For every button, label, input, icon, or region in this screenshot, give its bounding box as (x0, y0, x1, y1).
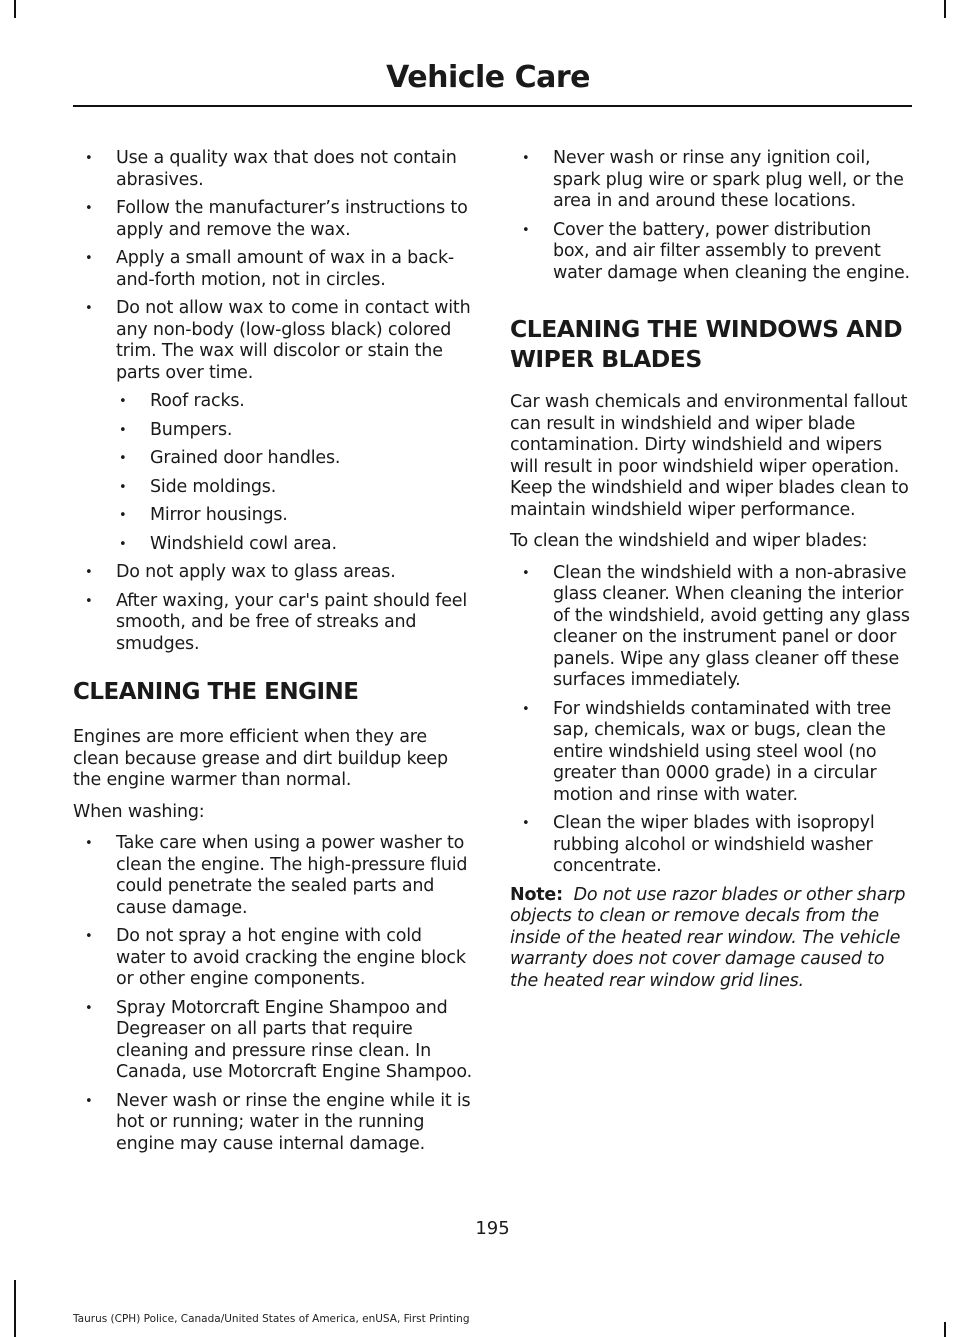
list-item: • Do not apply wax to glass areas. (73, 562, 473, 584)
list-item: • Follow the manufacturer’s instructions to apply and remove the wax. (73, 198, 473, 241)
list-item: • Never wash or rinse the engine while it is hot or running; water in the running engine may cause internal damage. (73, 1091, 473, 1156)
list-item: • Do not spray a hot engine with cold water to avoid cracking the engine block or other engine components. (73, 926, 473, 991)
windows-heading-line-1: CLEANING THE WINDOWS AND (510, 315, 903, 343)
list-item: • Use a quality wax that does not contain abrasives. (73, 148, 473, 191)
crop-mark-top-left (14, 0, 16, 18)
crop-mark-bottom-left (14, 1280, 16, 1337)
list-item: • For windshields contaminated with tree sap, chemicals, wax or bugs, clean the entire windshield using steel wool (no greater than 0000 grade) in a circular motion and rinse with water. (510, 699, 910, 807)
list-item: • Apply a small amount of wax in a back-and-forth motion, not in circles. (73, 248, 473, 291)
list-item: • Clean the wiper blades with isopropyl rubbing alcohol or windshield washer concentrate. (510, 813, 910, 878)
note-text: Do not use razor blades or other sharp objects to clean or remove decals from the inside of the heated rear window. The vehicle warranty does not cover damage caused to the heated rear window grid lines. (510, 884, 906, 991)
sub-list-item: • Windshield cowl area. (116, 534, 473, 556)
when-washing-label: When washing: (73, 801, 205, 822)
list-item: • Cover the battery, power distribution box, and air filter assembly to prevent water damage when cleaning the engine. (510, 220, 910, 285)
list-item: • Take care when using a power washer to clean the engine. The high-pressure fluid could penetrate the sealed parts and cause damage. (73, 833, 473, 919)
windows-bullet-list (510, 563, 910, 878)
windows-heading-line-2: WIPER BLADES (510, 345, 702, 373)
list-item (73, 298, 473, 555)
engine-intro-paragraph: Engines are more efficient when they are clean because grease and dirt buildup keep the engine warmer than normal. (73, 727, 448, 790)
note-label: Note: (510, 884, 563, 905)
to-clean-label: To clean the windshield and wiper blades: (510, 531, 868, 551)
sub-list-item: • Grained door handles. (116, 448, 473, 470)
sub-list-item: • Bumpers. (116, 420, 473, 442)
page-number: 195 (475, 1218, 510, 1239)
list-item: • Clean the windshield with a non-abrasive glass cleaner. When cleaning the interior of the windshield, avoid getting any glass cleaner on the instrument panel or door panels. Wipe any glass cleaner off these surfaces immediately. (510, 563, 910, 692)
sub-list-item: • Side moldings. (116, 477, 473, 499)
windows-section-heading (510, 314, 910, 374)
left-column (73, 148, 473, 1162)
engine-bullet-list (73, 833, 473, 1155)
windows-intro-paragraph: Car wash chemicals and environmental fallout can result in windshield and wiper blade contamination. Dirty windshield and wipers will result in poor windshield wiper operation. Keep the windshield and wiper blades clean to maintain windshield wiper performance. (510, 392, 909, 520)
sub-list-item: • Mirror housings. (116, 505, 473, 527)
sub-list-item: • Roof racks. (116, 391, 473, 413)
right-column (510, 148, 910, 1002)
wax-bullet-list (73, 148, 473, 655)
engine-bullet-list-continued (510, 148, 910, 284)
list-item: • After waxing, your car's paint should feel smooth, and be free of streaks and smudges. (73, 591, 473, 656)
crop-mark-top-right (944, 0, 946, 18)
header-rule (73, 105, 912, 107)
engine-section-heading: CLEANING THE ENGINE (73, 679, 359, 705)
note-paragraph (510, 885, 910, 993)
page-title: Vehicle Care (386, 60, 590, 95)
crop-mark-bottom-right (944, 1322, 946, 1337)
list-item: • Never wash or rinse any ignition coil, spark plug wire or spark plug well, or the area in and around these locations. (510, 148, 910, 213)
list-item: • Spray Motorcraft Engine Shampoo and Degreaser on all parts that require cleaning and pressure rinse clean. In Canada, use Motorcraft Engine Shampoo. (73, 998, 473, 1084)
footer-edition-text: Taurus (CPH) Police, Canada/United States of America, enUSA, First Printing (73, 1313, 470, 1325)
list-item-text: Do not allow wax to come in contact with any non-body (low-gloss black) colored trim. The wax will discolor or stain the parts over time. (116, 298, 471, 383)
trim-sub-list (116, 391, 473, 555)
